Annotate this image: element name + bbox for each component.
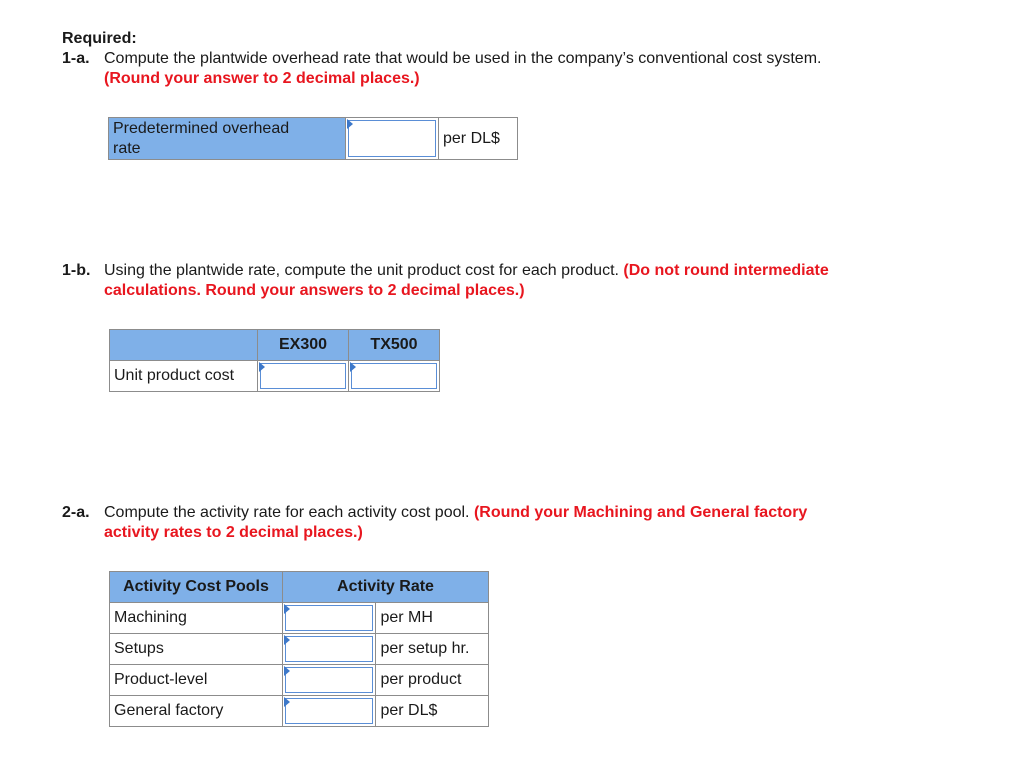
unit-cost-label-cell xyxy=(110,361,258,392)
overhead-rate-label: Predetermined overhead rate xyxy=(113,120,290,157)
rate-input-cell xyxy=(283,665,376,696)
pool-machining: Machining xyxy=(114,609,187,626)
general-factory-rate-input[interactable] xyxy=(285,698,373,724)
ex300-unit-cost-input[interactable] xyxy=(260,363,346,389)
question-2a-number: 2-a. xyxy=(62,504,90,521)
unit-cell xyxy=(376,696,489,727)
overhead-rate-unit-cell xyxy=(439,118,518,160)
question-1b-note-2: calculations. Round your answers to 2 decimal places.) xyxy=(104,282,525,299)
required-heading: Required: xyxy=(62,30,137,47)
rate-input-cell xyxy=(283,696,376,727)
question-2a-note-2: activity rates to 2 decimal places.) xyxy=(104,524,363,541)
pool-general-factory: General factory xyxy=(114,702,224,719)
question-1b-note-1: (Do not round intermediate xyxy=(623,262,829,279)
general-factory-unit: per DL$ xyxy=(380,702,438,719)
unit-cell xyxy=(376,665,489,696)
col-tx500-header: TX500 xyxy=(349,330,440,361)
setups-rate-input[interactable] xyxy=(285,636,373,662)
header-activity-rate: Activity Rate xyxy=(283,572,489,603)
pool-cell xyxy=(110,665,283,696)
question-1a xyxy=(62,49,90,69)
ex300-input-cell xyxy=(258,361,349,392)
unit-cost-table xyxy=(109,329,440,392)
table-row xyxy=(110,665,489,696)
question-2a-line1 xyxy=(104,503,807,523)
input-marker-icon xyxy=(284,697,290,707)
unit-cell xyxy=(376,603,489,634)
question-2a-text: Compute the activity rate for each activity cost pool. xyxy=(104,504,470,521)
question-1b-number: 1-b. xyxy=(62,262,91,279)
input-marker-icon xyxy=(284,604,290,614)
pool-cell xyxy=(110,696,283,727)
setups-unit: per setup hr. xyxy=(380,640,470,657)
machining-rate-input[interactable] xyxy=(285,605,373,631)
pool-cell xyxy=(110,603,283,634)
machining-unit: per MH xyxy=(380,609,433,626)
table-row xyxy=(110,634,489,665)
table-row xyxy=(110,696,489,727)
overhead-rate-table xyxy=(108,117,518,160)
pool-setups: Setups xyxy=(114,640,164,657)
question-1b-line1 xyxy=(104,261,829,281)
overhead-rate-unit: per DL$ xyxy=(443,129,500,147)
question-1a-note: (Round your answer to 2 decimal places.) xyxy=(104,70,420,87)
activity-rate-table xyxy=(109,571,489,727)
col-ex300-header: EX300 xyxy=(258,330,349,361)
input-marker-icon xyxy=(350,362,356,372)
input-marker-icon xyxy=(284,635,290,645)
overhead-rate-input[interactable] xyxy=(348,120,436,157)
input-marker-icon xyxy=(284,666,290,676)
tx500-unit-cost-input[interactable] xyxy=(351,363,437,389)
header-activity-cost-pools: Activity Cost Pools xyxy=(110,572,283,603)
unit-cell xyxy=(376,634,489,665)
tx500-input-cell xyxy=(349,361,440,392)
question-1a-number: 1-a. xyxy=(62,50,90,67)
pool-product-level: Product-level xyxy=(114,671,208,688)
question-1b-text: Using the plantwide rate, compute the unit product cost for each product. xyxy=(104,262,619,279)
input-marker-icon xyxy=(347,119,353,129)
input-marker-icon xyxy=(259,362,265,372)
question-2a-note-1: (Round your Machining and General factory xyxy=(473,504,808,521)
unit-cost-corner xyxy=(110,330,258,361)
overhead-rate-input-cell xyxy=(346,118,439,160)
product-level-rate-input[interactable] xyxy=(285,667,373,693)
rate-input-cell xyxy=(283,634,376,665)
product-level-unit: per product xyxy=(380,671,462,688)
unit-cost-label: Unit product cost xyxy=(114,367,235,384)
pool-cell xyxy=(110,634,283,665)
table-row xyxy=(110,603,489,634)
rate-input-cell xyxy=(283,603,376,634)
overhead-rate-label-cell xyxy=(109,118,346,160)
question-1a-text: Compute the plantwide overhead rate that would be used in the company’s conventional cost system. xyxy=(104,50,822,67)
